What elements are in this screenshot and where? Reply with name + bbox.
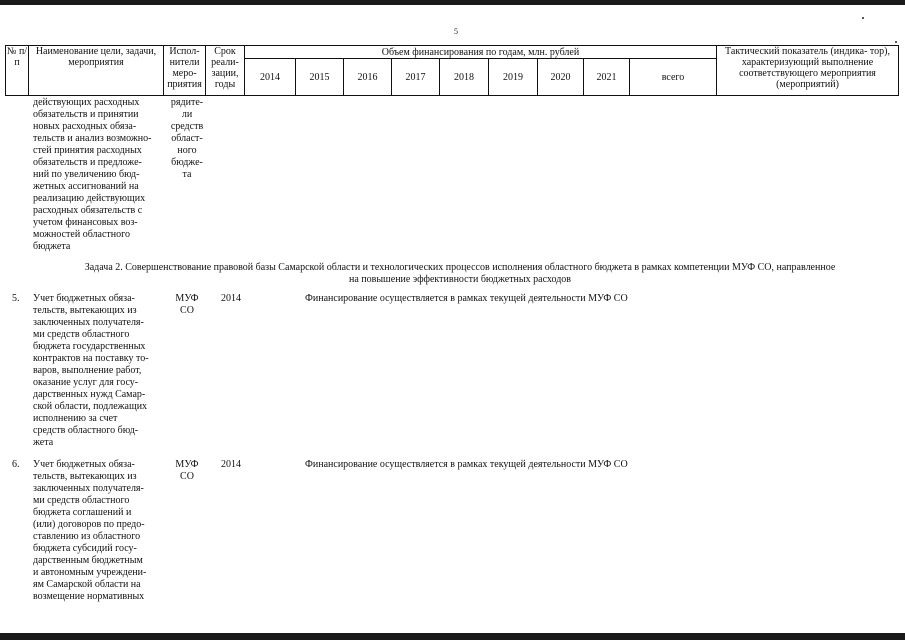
text-line: учетом финансовых воз- — [33, 217, 138, 228]
text-line: СО — [180, 471, 194, 482]
row-term: 2014 — [221, 459, 241, 470]
text-line: ли — [181, 109, 193, 120]
text-line: бюджета соглашений и — [33, 507, 132, 518]
scan-bottom-border — [0, 633, 905, 640]
text-line: расходных обязательств с — [33, 205, 143, 216]
text-line: оказание услуг для госу- — [33, 377, 139, 388]
row-number: 5. — [12, 293, 20, 304]
text-line: жетных ассигнований на — [33, 181, 139, 192]
row-executors — [166, 459, 208, 483]
text-line: новых расходных обяза- — [33, 121, 137, 132]
text-line: жета — [33, 437, 54, 448]
text-line: и автономным учреждени- — [33, 567, 147, 578]
text-line: заключенных получателя- — [33, 317, 144, 328]
text-line: возмещение нормативных — [33, 591, 145, 602]
text-line: исполнению за счет — [33, 413, 118, 424]
header-year: 2021 — [584, 59, 630, 96]
header-num: № п/п — [6, 46, 29, 96]
continuation-executors — [166, 97, 208, 181]
page-number: 5 — [454, 27, 458, 36]
text-line: ставлению из областного — [33, 531, 141, 542]
continuation-name — [33, 97, 163, 253]
text-line: та — [182, 169, 192, 180]
text-line: Учет бюджетных обяза- — [33, 459, 135, 470]
text-line: област- — [171, 133, 203, 144]
header-indicator: Тактический показатель (индика- тор), характеризующий выполнение соответствующего мероприятия (мероприятий) — [717, 46, 899, 96]
text-line: МУФ — [175, 459, 199, 470]
header-year: 2017 — [392, 59, 440, 96]
text-line: варов, выполнение работ, — [33, 365, 142, 376]
header-year: 2015 — [296, 59, 344, 96]
header-name: Наименование цели, задачи, мероприятия — [29, 46, 164, 96]
task-2-heading — [50, 262, 870, 286]
text-line: заключенных получателя- — [33, 483, 144, 494]
text-line: обязательств и принятии — [33, 109, 139, 120]
text-line: дарственных нужд Самар- — [33, 389, 146, 400]
row-funding-note: Финансирование осуществляется в рамках текущей деятельности МУФ СО — [305, 459, 628, 470]
text-line: бюджета — [33, 241, 71, 252]
header-year: 2020 — [538, 59, 584, 96]
text-line: тельств и анализ возможно- — [33, 133, 152, 144]
header-financing: Объем финансирования по годам, млн. рублей — [245, 46, 717, 59]
header-year: 2016 — [344, 59, 392, 96]
text-line: ний по увеличению бюд- — [33, 169, 140, 180]
task-2-line-1: Задача 2. Совершенствование правовой базы Самарской области и технологических процессов исполнения областного бюджета в рамках компетенции МУФ СО, направленное — [84, 262, 836, 273]
text-line: можностей областного — [33, 229, 130, 240]
text-line: дарственным бюджетным — [33, 555, 143, 566]
row-executors — [166, 293, 208, 317]
text-line: бюджета государственных — [33, 341, 146, 352]
text-line: бюдже- — [171, 157, 203, 168]
text-line: действующих расходных — [33, 97, 140, 108]
row-number: 6. — [12, 459, 20, 470]
text-line: ми средств областного — [33, 329, 130, 340]
row-name — [33, 459, 163, 603]
text-line: ми средств областного — [33, 495, 130, 506]
header-year: 2014 — [245, 59, 296, 96]
text-line: (или) договоров по предо- — [33, 519, 145, 530]
text-line: средств областного бюд- — [33, 425, 139, 436]
header-total: всего — [630, 59, 717, 96]
text-line: ской области, подлежащих — [33, 401, 148, 412]
text-line: контрактов на поставку то- — [33, 353, 149, 364]
text-line: средств — [170, 121, 204, 132]
scan-speck — [895, 41, 897, 43]
text-line: рядите- — [170, 97, 204, 108]
text-line: ям Самарской области на — [33, 579, 141, 590]
row-funding-note: Финансирование осуществляется в рамках текущей деятельности МУФ СО — [305, 293, 628, 304]
scan-speck — [862, 17, 864, 19]
text-line: Учет бюджетных обяза- — [33, 293, 135, 304]
text-line: стей принятия расходных — [33, 145, 142, 156]
header-term: Срок реали- зации, годы — [206, 46, 245, 96]
header-executors: Испол- нители меро- приятия — [164, 46, 206, 96]
header-year: 2019 — [489, 59, 538, 96]
row-term: 2014 — [221, 293, 241, 304]
table-header — [5, 45, 899, 96]
scan-top-border — [0, 0, 905, 5]
header-year: 2018 — [440, 59, 489, 96]
text-line: СО — [180, 305, 194, 316]
text-line: бюджета субсидий госу- — [33, 543, 137, 554]
text-line: тельств, вытекающих из — [33, 471, 137, 482]
text-line: ного — [177, 145, 197, 156]
text-line: реализацию действующих — [33, 193, 146, 204]
task-2-line-2: на повышение эффективности бюджетных расходов — [348, 274, 572, 285]
row-name — [33, 293, 163, 449]
text-line: тельств, вытекающих из — [33, 305, 137, 316]
text-line: обязательств и предложе- — [33, 157, 142, 168]
text-line: МУФ — [175, 293, 199, 304]
